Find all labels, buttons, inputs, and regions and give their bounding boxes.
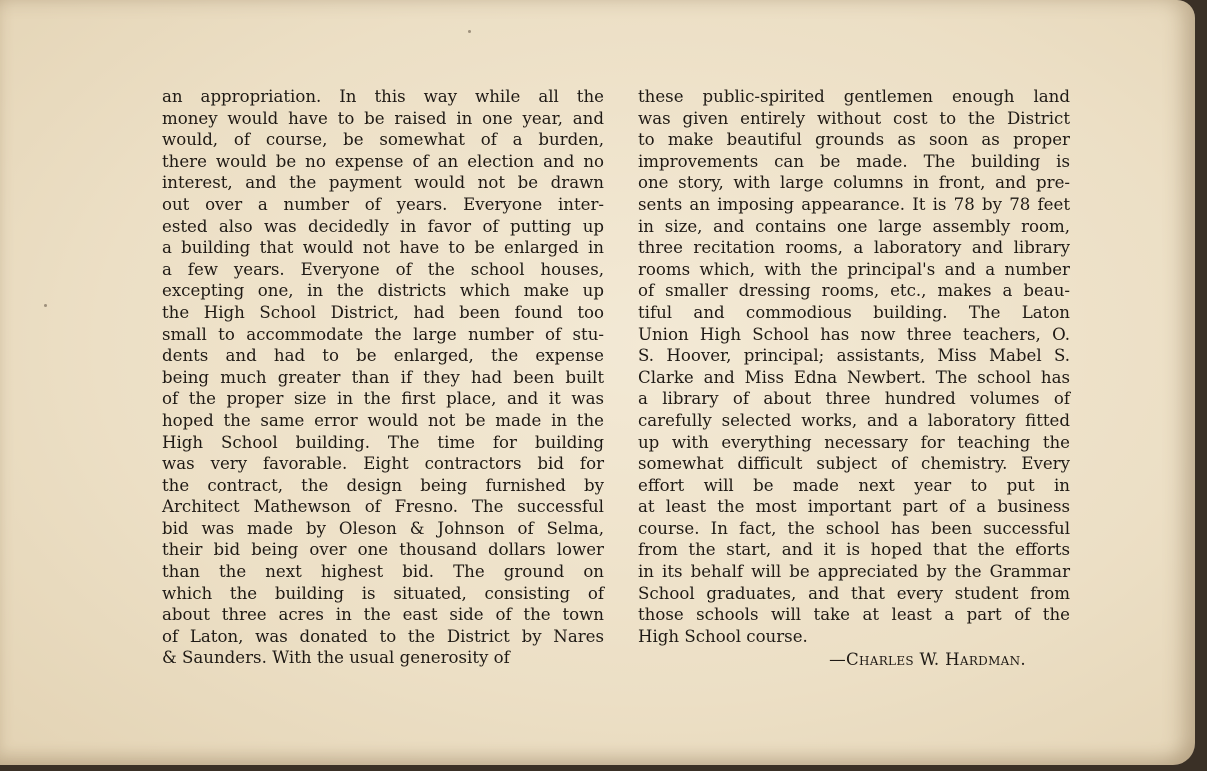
- text-line: rooms which, with the principal's and a number: [638, 259, 1070, 279]
- text-line: their bid being over one thousand dollars lower: [162, 540, 604, 560]
- text-line: of Laton, was donated to the District by Nares: [162, 626, 604, 646]
- text-line: a few years. Everyone of the school houses,: [162, 259, 604, 279]
- text-line: Clarke and Miss Edna Newbert. The school has: [638, 367, 1070, 387]
- right-text-column: [638, 86, 1070, 671]
- text-line: sents an imposing appearance. It is 78 by 78 feet: [638, 194, 1070, 214]
- text-line: than the next highest bid. The ground on: [162, 562, 604, 582]
- text-line: interest, and the payment would not be drawn: [162, 173, 604, 193]
- text-line: in its behalf will be appreciated by the Grammar: [638, 562, 1070, 582]
- text-line: an appropriation. In this way while all the: [162, 87, 604, 106]
- text-line: a building that would not have to be enlarged in: [162, 238, 604, 258]
- text-line: High School course.: [638, 626, 808, 646]
- text-line: was given entirely without cost to the District: [638, 108, 1070, 128]
- text-line: carefully selected works, and a laboratory fitted: [638, 410, 1070, 430]
- text-line: School graduates, and that every student from: [638, 583, 1070, 603]
- text-line: hoped the same error would not be made in the: [162, 410, 604, 430]
- text-line: in size, and contains one large assembly room,: [638, 216, 1070, 236]
- text-line: those schools will take at least a part of the: [638, 605, 1070, 625]
- text-line: the contract, the design being furnished by: [162, 475, 604, 495]
- right-text-lines: [638, 86, 1070, 647]
- paper-speck: [44, 304, 47, 307]
- text-line: a library of about three hundred volumes of: [638, 389, 1070, 409]
- text-line: small to accommodate the large number of stu-: [162, 324, 604, 344]
- text-line: ested also was decidedly in favor of putting up: [162, 216, 604, 236]
- text-line: to make beautiful grounds as soon as proper: [638, 130, 1070, 150]
- text-line: of the proper size in the first place, and it was: [162, 389, 604, 409]
- author-signature: —Charles W. Hardman.: [829, 650, 1026, 670]
- text-line: tiful and commodious building. The Laton: [638, 302, 1070, 322]
- text-line: would, of course, be somewhat of a burden,: [162, 130, 604, 150]
- text-line: & Saunders. With the usual generosity of: [162, 648, 510, 668]
- text-line: improvements can be made. The building is: [638, 151, 1070, 171]
- text-line: from the start, and it is hoped that the efforts: [638, 540, 1070, 560]
- text-line: was very favorable. Eight contractors bid for: [162, 454, 604, 474]
- text-line: the High School District, had been found too: [162, 302, 604, 322]
- text-line: effort will be made next year to put in: [638, 475, 1070, 495]
- text-line: up with everything necessary for teaching the: [638, 432, 1070, 452]
- text-line: course. In fact, the school has been successful: [638, 518, 1070, 538]
- text-line: money would have to be raised in one year, and: [162, 108, 604, 128]
- text-line: S. Hoover, principal; assistants, Miss Mabel S.: [638, 346, 1070, 366]
- text-line: at least the most important part of a business: [638, 497, 1070, 517]
- text-line: excepting one, in the districts which make up: [162, 281, 604, 301]
- text-line: about three acres in the east side of the town: [162, 605, 604, 625]
- text-line: out over a number of years. Everyone inter-: [162, 194, 604, 214]
- text-line: Union High School has now three teachers, O.: [638, 324, 1070, 344]
- paper-speck: [468, 30, 471, 33]
- text-line: Architect Mathewson of Fresno. The successful: [162, 497, 604, 517]
- text-line: bid was made by Oleson & Johnson of Selma,: [162, 518, 604, 538]
- text-line: there would be no expense of an election and no: [162, 151, 604, 171]
- text-line: dents and had to be enlarged, the expense: [162, 346, 604, 366]
- left-text-column: [162, 86, 604, 669]
- text-line: which the building is situated, consisting of: [162, 583, 604, 603]
- text-line: one story, with large columns in front, and pre-: [638, 173, 1070, 193]
- text-line: these public-spirited gentlemen enough land: [638, 87, 1070, 106]
- text-line: three recitation rooms, a laboratory and library: [638, 238, 1070, 258]
- text-line: of smaller dressing rooms, etc., makes a beau-: [638, 281, 1070, 301]
- text-line: being much greater than if they had been built: [162, 367, 604, 387]
- text-line: somewhat difficult subject of chemistry. Every: [638, 454, 1070, 474]
- text-line: High School building. The time for building: [162, 432, 604, 452]
